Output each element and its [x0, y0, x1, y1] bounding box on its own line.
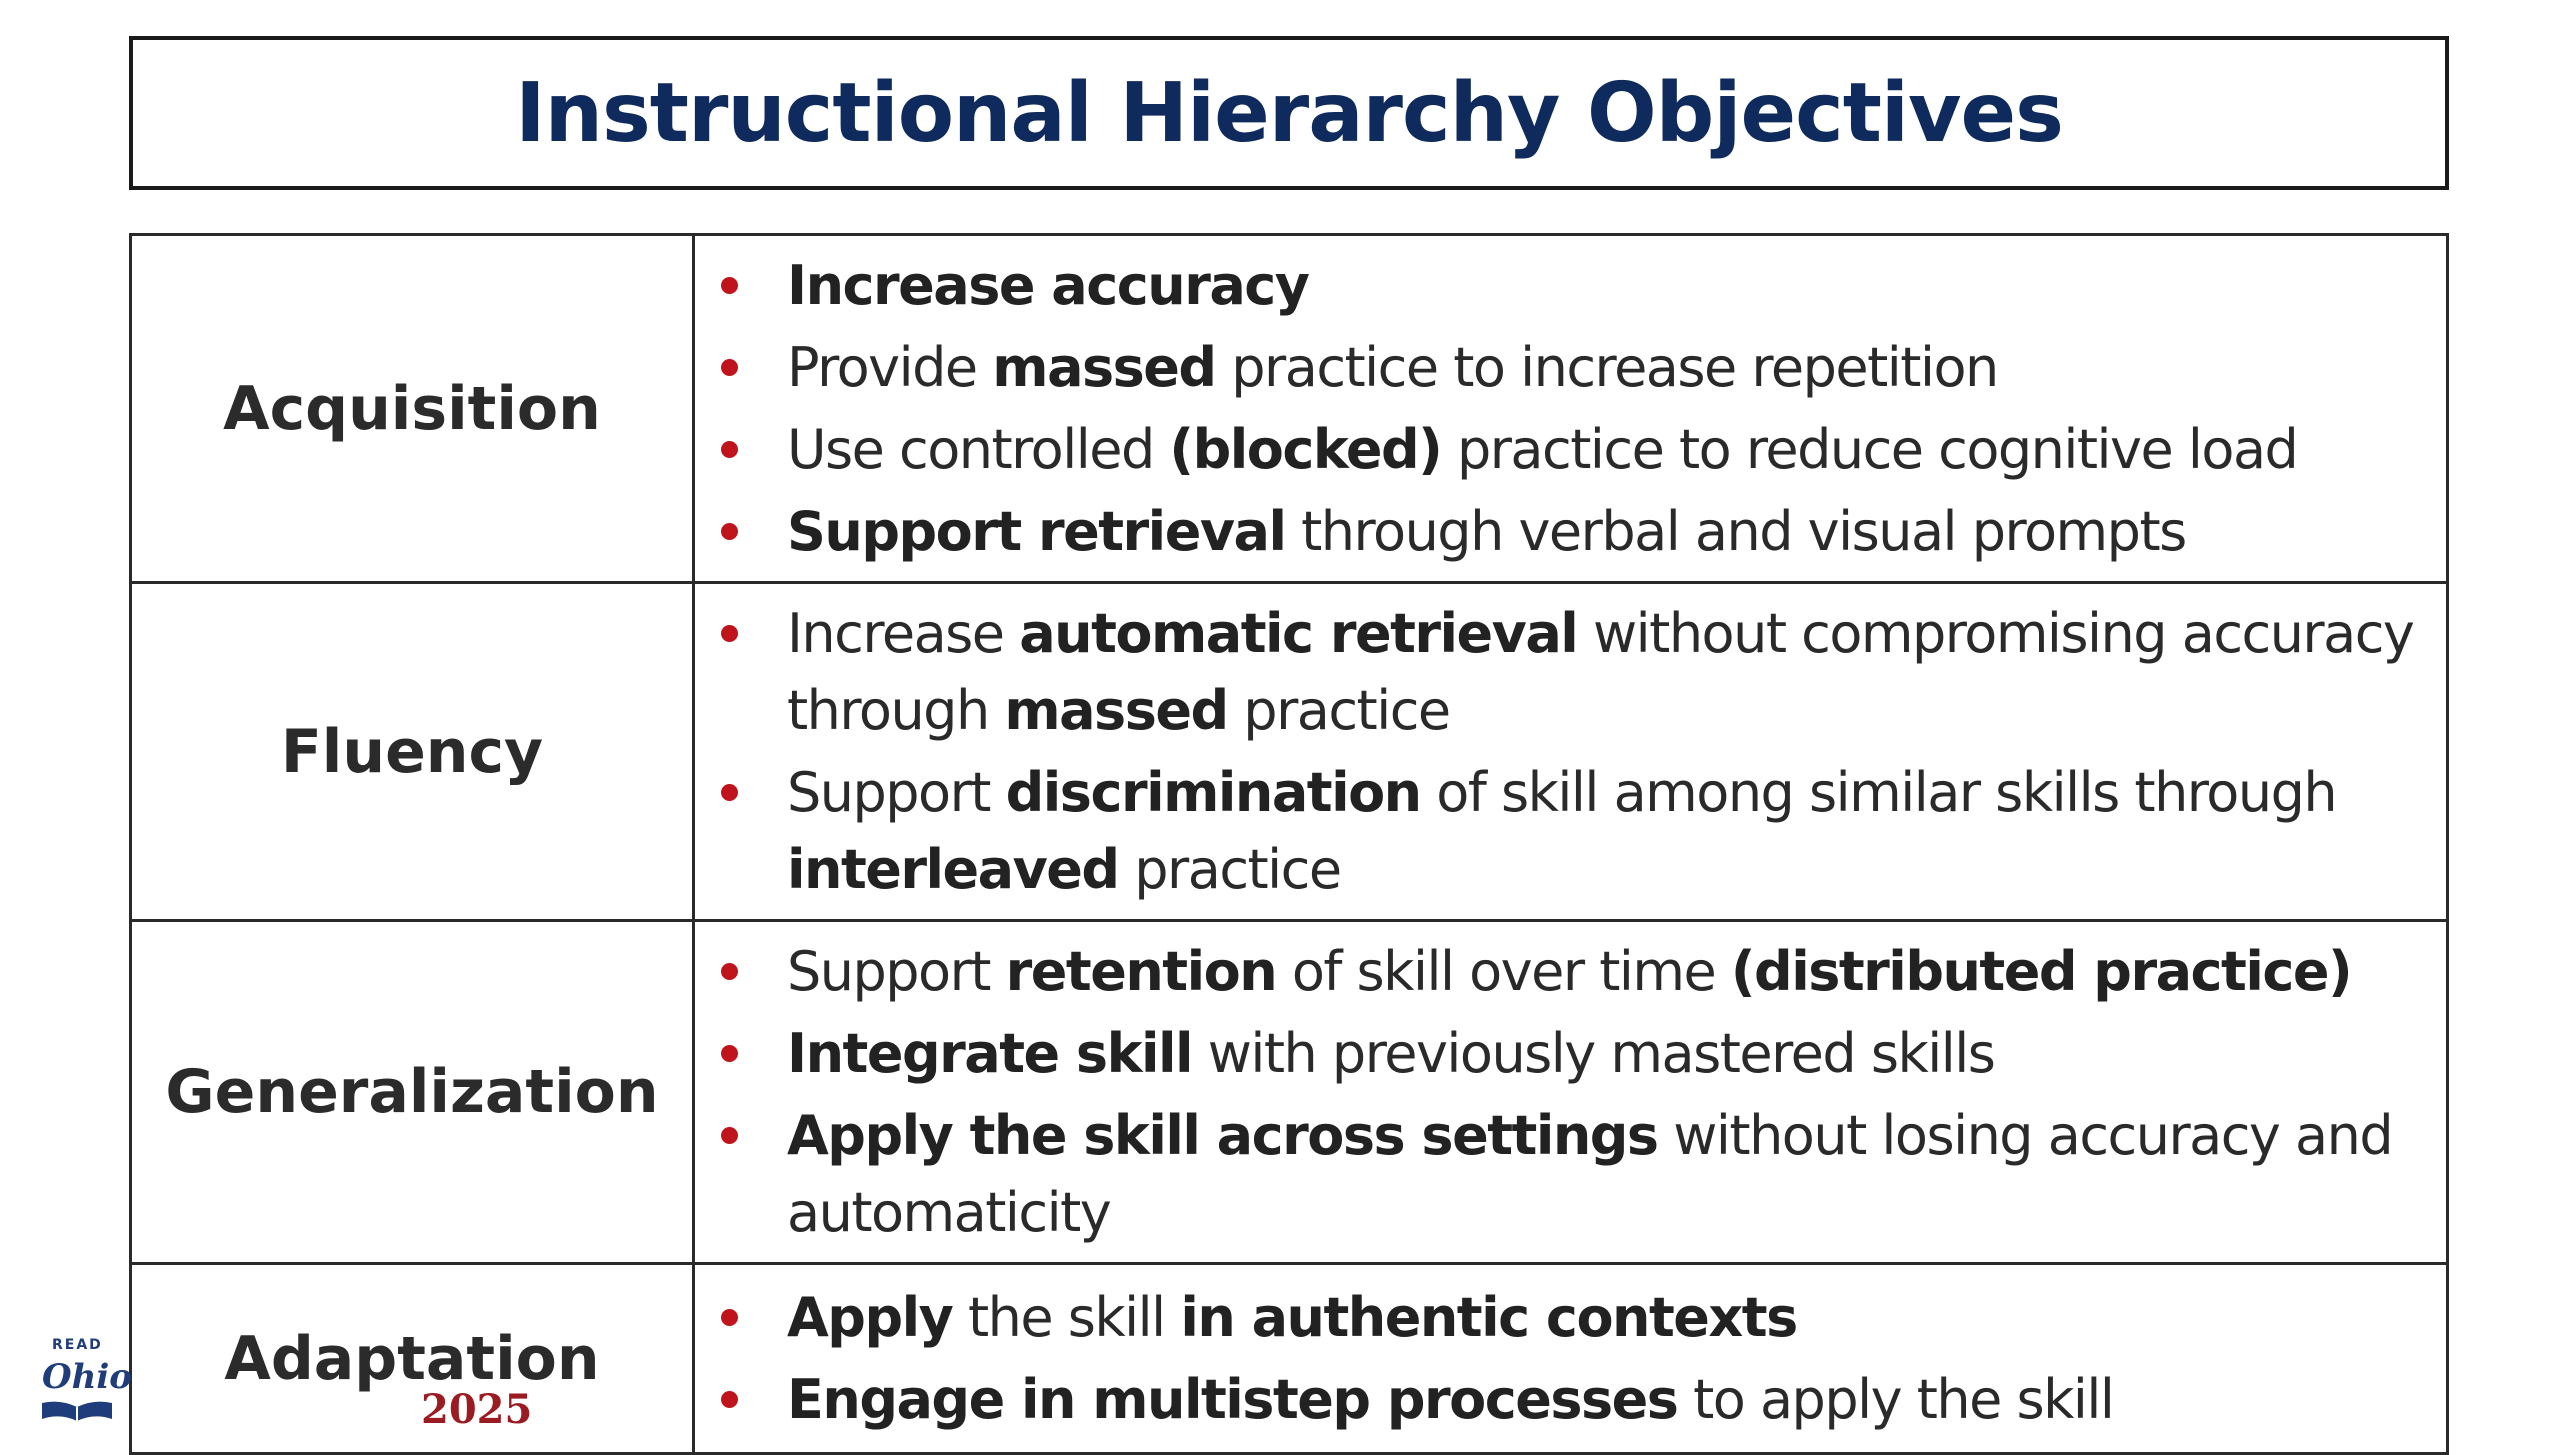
- list-item: [709, 329, 2416, 406]
- text-segment: of skill among similar skills through: [1420, 761, 2337, 824]
- bold-text: (distributed practice): [1730, 940, 2352, 1003]
- bold-text: massed: [992, 336, 1216, 399]
- text-segment: Increase: [787, 602, 1020, 665]
- text-segment: without losing accuracy and automaticity: [787, 1104, 2393, 1244]
- slide-title: Instructional Hierarchy Objectives: [515, 65, 2063, 161]
- bold-text: Integrate skill: [787, 1022, 1193, 1085]
- bold-text: Support retrieval: [787, 500, 1286, 563]
- footer-year: 2025: [421, 1386, 533, 1433]
- bold-text: Increase accuracy: [787, 254, 1309, 317]
- list-item: [709, 1097, 2416, 1251]
- list-item: [709, 595, 2416, 749]
- list-item: [709, 493, 2416, 570]
- text-segment: practice: [1118, 838, 1341, 901]
- stage-label-acquisition: Acquisition: [131, 235, 694, 583]
- list-item: [709, 1279, 2416, 1356]
- stage-label-fluency: Fluency: [131, 583, 694, 921]
- bold-text: Engage in multistep processes: [787, 1368, 1678, 1431]
- list-item: [709, 754, 2416, 908]
- text-segment: the skill: [952, 1286, 1181, 1349]
- bullet-list: [709, 1279, 2416, 1438]
- text-segment: Support: [787, 940, 1006, 1003]
- list-item: [709, 1361, 2416, 1438]
- bold-text: in authentic contexts: [1180, 1286, 1797, 1349]
- text-segment: practice to reduce cognitive load: [1441, 418, 2298, 481]
- bold-text: discrimination: [1005, 761, 1421, 824]
- stage-items-generalization: [694, 921, 2448, 1264]
- text-segment: Use controlled: [787, 418, 1170, 481]
- text-segment: through verbal and visual prompts: [1285, 500, 2186, 563]
- text-segment: with previously mastered skills: [1192, 1022, 1995, 1085]
- table-row-generalization: [131, 921, 2448, 1264]
- bold-text: automatic retrieval: [1019, 602, 1578, 665]
- table-row-fluency: [131, 583, 2448, 921]
- text-segment: without compromising accuracy through: [787, 602, 2414, 742]
- objectives-table: [129, 233, 2449, 1455]
- text-segment: to apply the skill: [1677, 1368, 2114, 1431]
- list-item: [709, 247, 2416, 324]
- book-icon: [40, 1399, 114, 1421]
- text-segment: Provide: [787, 336, 993, 399]
- stage-label-generalization: Generalization: [131, 921, 694, 1264]
- table-row-acquisition: [131, 235, 2448, 583]
- text-segment: Support: [787, 761, 1006, 824]
- read-ohio-logo: READ Ohio: [34, 1337, 120, 1427]
- text-segment: of skill over time: [1276, 940, 1731, 1003]
- bold-text: (blocked): [1169, 418, 1442, 481]
- text-segment: practice to increase repetition: [1215, 336, 1998, 399]
- bullet-list: [709, 933, 2416, 1251]
- stage-items-adaptation: [694, 1264, 2448, 1454]
- stage-items-fluency: [694, 583, 2448, 921]
- text-segment: practice: [1227, 679, 1450, 742]
- bold-text: Apply: [787, 1286, 953, 1349]
- list-item: [709, 933, 2416, 1010]
- list-item: [709, 1015, 2416, 1092]
- stage-items-acquisition: [694, 235, 2448, 583]
- bold-text: massed: [1004, 679, 1228, 742]
- bullet-list: [709, 247, 2416, 570]
- title-box: [129, 36, 2449, 190]
- bullet-list: [709, 595, 2416, 908]
- bold-text: interleaved: [787, 838, 1119, 901]
- bold-text: retention: [1005, 940, 1277, 1003]
- stage-label-adaptation: Adaptation: [131, 1264, 694, 1454]
- list-item: [709, 411, 2416, 488]
- bold-text: Apply the skill across settings: [787, 1104, 1658, 1167]
